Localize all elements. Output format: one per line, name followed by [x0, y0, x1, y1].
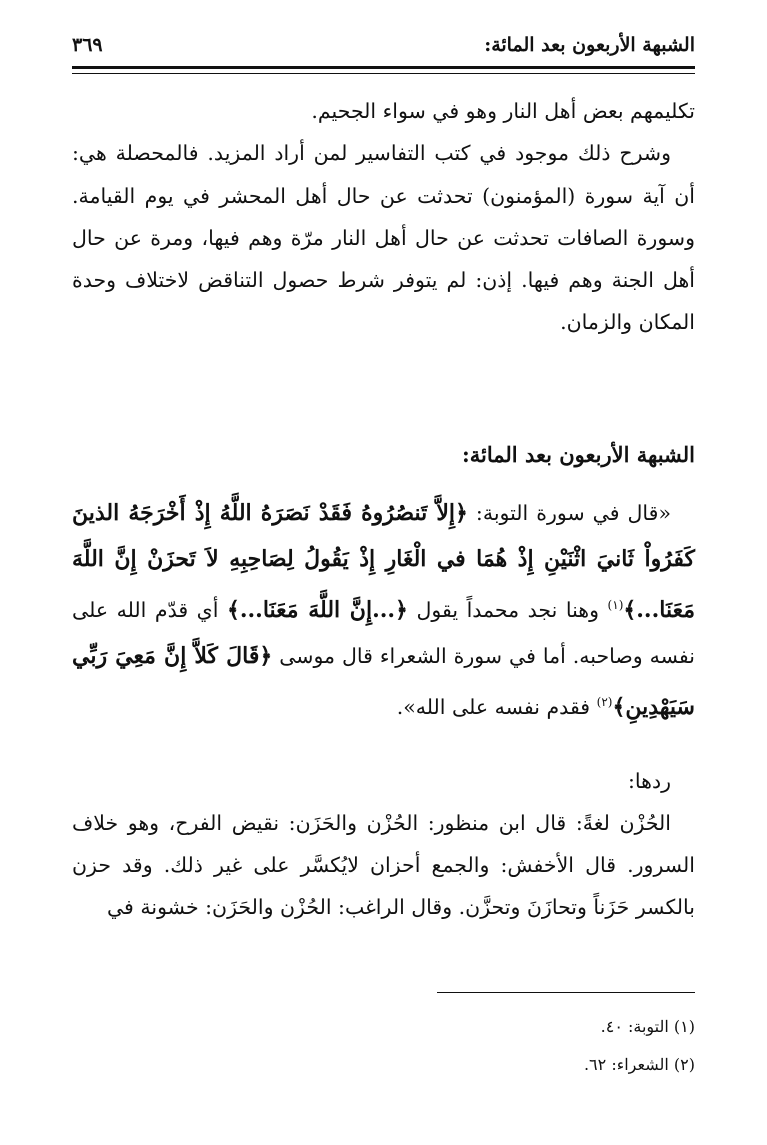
quote-text: أي قدّم الله على نفسه وصاحبه. أما في سورة الشعراء قال موسى — [72, 597, 695, 668]
objection-quote — [72, 490, 695, 730]
footnote-separator — [437, 992, 695, 993]
page-header — [72, 30, 695, 60]
paragraph: وشرح ذلك موجود في كتب التفاسير لمن أراد المزيد. فالمحصلة هي: أن آية سورة (المؤمنون) تحدثت عن حال أهل المحشر في يوم القيامة. وسورة الصافات تحدثت عن حال أهل النار مرّة وهم فيها، ومرة عن حال أهل الجنة وهم فيها. إذن: لم يتوفر شرط حصول التناقض لاختلاف وحدة المكان والزمان. — [72, 141, 695, 335]
quote-paragraph — [72, 490, 695, 730]
paragraph: الحُزْن لغةً: قال ابن منظور: الحُزْن والحَزَن: نقيض الفرح، وهو خلاف السرور. قال الأخفش: والجمع أحزان لايُكسَّر على غير ذلك. وقد حزن بالكسر حَزَناً وتحازَنَ وتحزَّن. وقال الراغب: الحُزْن والحَزَن: خشونة في — [72, 811, 695, 919]
quran-verse-excerpt: ﴿...إِنَّ اللَّهَ مَعَنَا...﴾ — [226, 596, 408, 623]
header-rule-thick — [72, 66, 695, 69]
section-heading: الشبهة الأربعون بعد المائة: — [462, 442, 695, 467]
footnotes — [72, 1008, 695, 1084]
body-text — [72, 90, 695, 344]
quote-text: فقدم نفسه على الله». — [396, 694, 597, 719]
header-rule-thin — [72, 73, 695, 74]
footnote: (٢) الشعراء: ٦٢. — [583, 1055, 695, 1074]
paragraph: تكليمهم بعض أهل النار وهو في سواء الجحيم. — [311, 99, 695, 123]
reply-text — [72, 802, 695, 928]
quran-verse-tawbah: ﴿إِلاَّ تَنصُرُوهُ فَقَدْ نَصَرَهُ اللَّهُ إِذْ أَخْرَجَهُ الذينَ كَفَرُواْ ثَانيَ اثْنَيْنِ إِذْ هُمَا في الْغَارِ إِذْ يَقُولُ لِصَاحِبِهِ لاَ تَحزَنْ إِنَّ اللَّهَ مَعَنَا...﴾ — [72, 500, 695, 623]
page-number: ٣٦٩ — [72, 34, 103, 56]
footnote-marker-2: (٢) — [596, 694, 613, 709]
footnote: (١) التوبة: ٤٠. — [600, 1017, 695, 1036]
quran-verse-shuara: ﴿قَالَ كَلاَّ إِنَّ مَعِيَ رَبِّي سَيَهْدِينِ﴾ — [72, 642, 695, 720]
reply-label: ردها: — [628, 769, 671, 793]
running-title: الشبهة الأربعون بعد المائة: — [484, 34, 695, 56]
quote-text: وهنا نجد محمداً يقول — [407, 597, 608, 622]
quote-intro: «قال في سورة التوبة: — [467, 501, 671, 525]
footnote-marker-1: (١) — [607, 598, 624, 612]
